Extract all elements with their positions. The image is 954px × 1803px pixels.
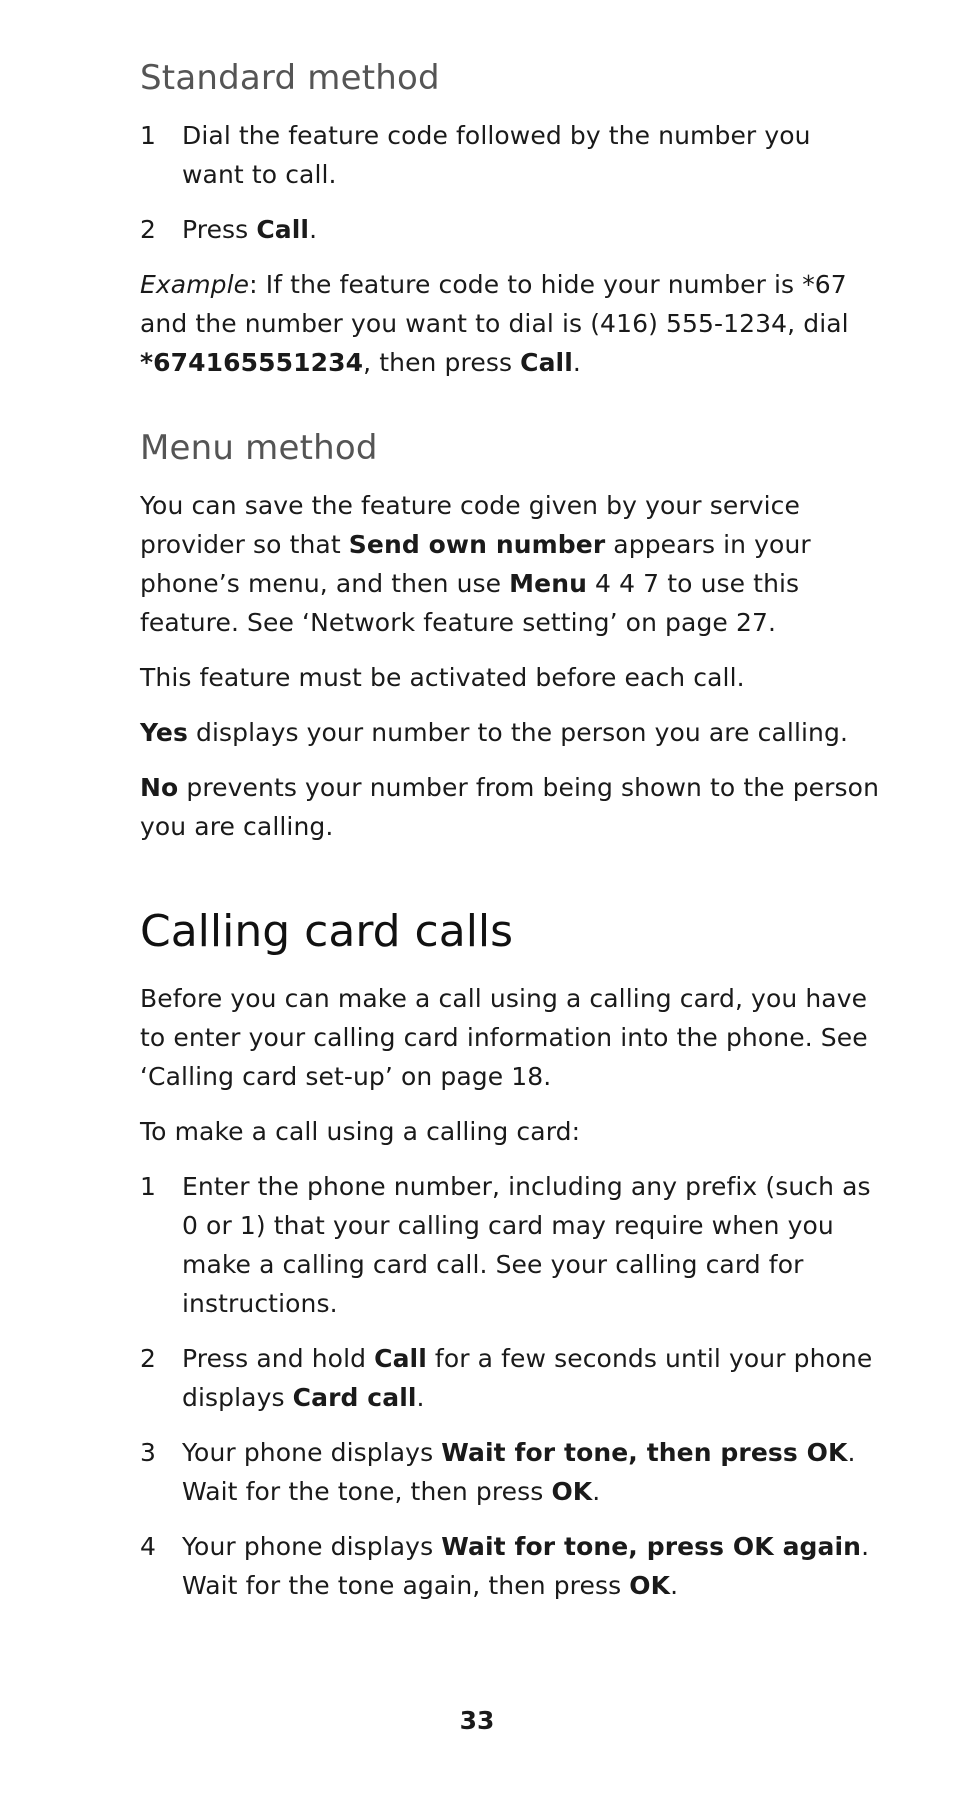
step-text-part: . Wait for the tone again, then press: [182, 1532, 870, 1600]
no-label: No: [140, 773, 179, 802]
step-number: 3: [140, 1438, 157, 1467]
list-item: [140, 210, 880, 249]
step-text-part: .: [592, 1477, 601, 1506]
standard-method-heading: Standard method: [140, 58, 440, 98]
step-number: 2: [140, 1344, 157, 1373]
menu-text: 4 4 7 to use this feature. See ‘Network feature setting’ on page 27.: [140, 569, 800, 637]
yes-label: Yes: [140, 718, 188, 747]
step-keyword: Call: [256, 215, 310, 244]
yes-option: [140, 713, 880, 752]
no-option: [140, 768, 880, 846]
step-text-part: .: [670, 1571, 679, 1600]
calling-intro: Before you can make a call using a calling card, you have to enter your calling card information into the phone. See ‘Calling card set-up’ on page 18.: [140, 984, 868, 1091]
no-text: prevents your number from being shown to the person you are calling.: [140, 773, 880, 841]
step-keyword: Card call: [292, 1383, 417, 1412]
example-keyword: Call: [520, 348, 573, 377]
example-text: , then press: [363, 348, 521, 377]
step-text: [182, 1339, 880, 1417]
step-text: [182, 1433, 880, 1511]
calling-card-heading: Calling card calls: [140, 906, 514, 957]
step-number: 1: [140, 1172, 157, 1201]
example-paragraph: [140, 265, 880, 382]
step-text-part: . Wait for the tone, then press: [182, 1438, 856, 1506]
list-item: [140, 1339, 880, 1417]
step-number: 1: [140, 121, 157, 150]
step-number: 2: [140, 215, 157, 244]
list-item: [140, 1167, 880, 1323]
step-text-part: Press and hold: [182, 1344, 375, 1373]
list-item: [140, 116, 880, 194]
step-text-part: .: [309, 215, 318, 244]
step-keyword: OK: [629, 1571, 671, 1600]
step-text-part: .: [416, 1383, 425, 1412]
step-text-part: for a few seconds until your phone displays: [182, 1344, 873, 1412]
yes-text: displays your number to the person you are calling.: [187, 718, 848, 747]
calling-lead: To make a call using a calling card:: [140, 1117, 581, 1146]
step-text-part: Your phone displays: [182, 1532, 442, 1561]
menu-keyword: Send own number: [348, 530, 606, 559]
step-keyword: OK: [551, 1477, 593, 1506]
page-number: 33: [459, 1706, 495, 1735]
step-keyword: Wait for tone, press OK again: [441, 1532, 862, 1561]
step-text-part: Your phone displays: [182, 1438, 442, 1467]
page-content: [140, 58, 880, 1621]
menu-text: appears in your phone’s menu, and then use: [140, 530, 811, 598]
menu-keyword: Menu: [509, 569, 588, 598]
list-item: [140, 1433, 880, 1511]
list-item: [140, 1527, 880, 1605]
step-number: 4: [140, 1532, 157, 1561]
step-text: Dial the feature code followed by the number you want to call.: [182, 121, 811, 189]
step-keyword: Wait for tone, then press OK: [441, 1438, 848, 1467]
step-text-part: Press: [182, 215, 257, 244]
example-code: *674165551234: [140, 348, 364, 377]
example-text: .: [572, 348, 581, 377]
menu-paragraph: [140, 486, 880, 642]
step-keyword: Call: [374, 1344, 427, 1373]
menu-text: You can save the feature code given by your service provider so that: [140, 491, 800, 559]
example-label: Example: [140, 270, 250, 299]
step-text: [182, 210, 880, 249]
step-text: [182, 1527, 880, 1605]
step-text: Enter the phone number, including any prefix (such as 0 or 1) that your calling card may require when you make a calling card call. See your calling card for instructions.: [182, 1172, 871, 1318]
menu-method-heading: Menu method: [140, 428, 378, 468]
activation-note: This feature must be activated before each call.: [140, 663, 745, 692]
example-text: : If the feature code to hide your number is *67 and the number you want to dial is (416) 555-1234, dial: [140, 270, 849, 338]
